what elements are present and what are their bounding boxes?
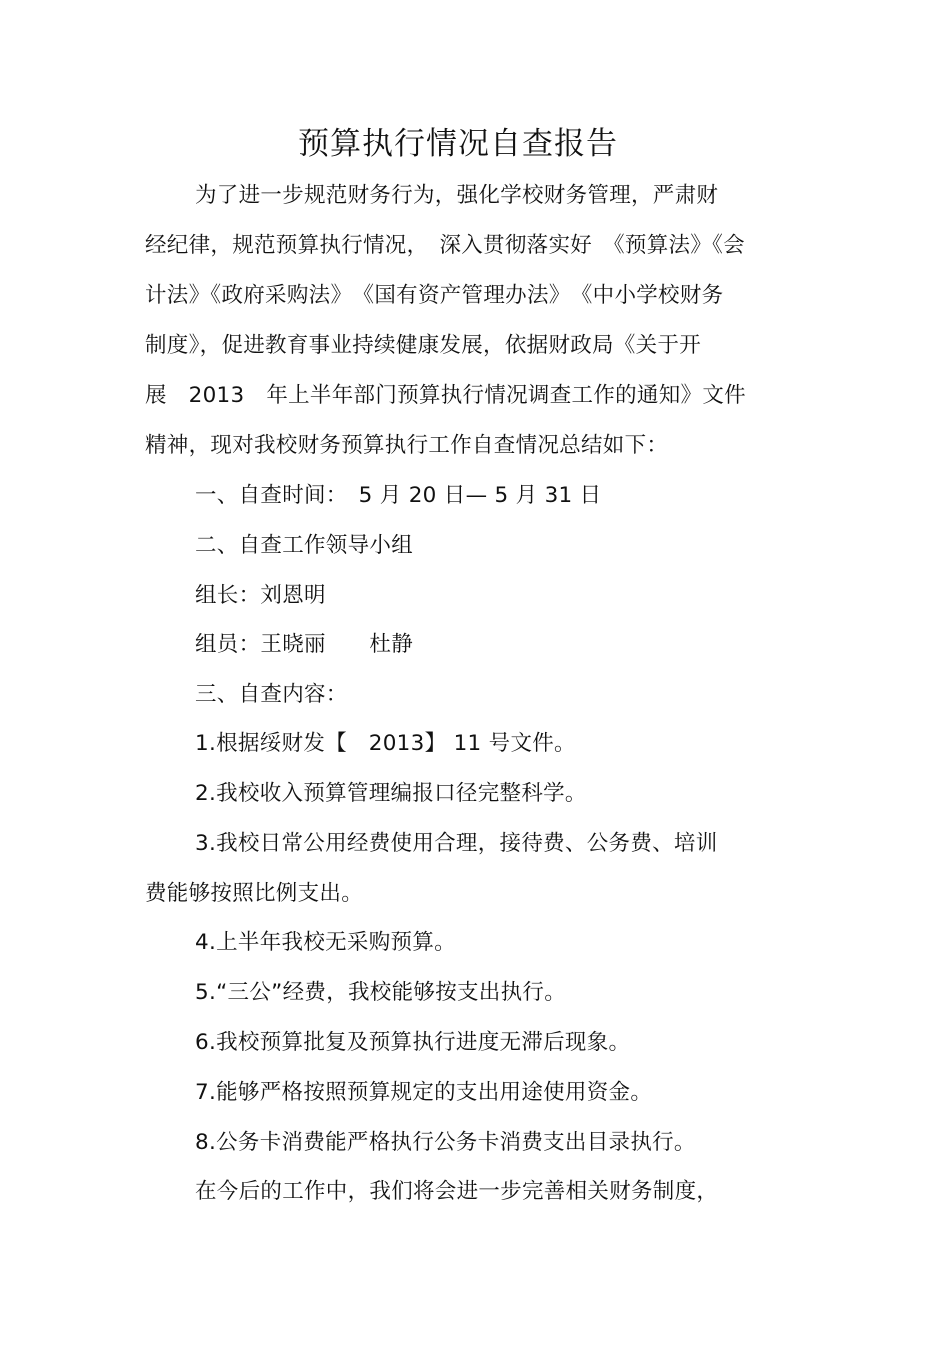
list-item: 4.上半年我校无采购预算。 [195,930,456,955]
list-item: 8.公务卡消费能严格执行公务卡消费支出目录执行。 [195,1130,696,1155]
closing-paragraph-line: 在今后的工作中，我们将会进一步完善相关财务制度， [195,1179,719,1204]
section-heading-group: 二、自查工作领导小组 [195,533,414,558]
list-item: 6.我校预算批复及预算执行进度无滞后现象。 [195,1030,631,1055]
list-item: 5.“三公”经费，我校能够按支出执行。 [195,980,566,1005]
paragraph-line: 展 2013 年上半年部门预算执行情况调查工作的通知》文件 [145,383,746,408]
paragraph-line: 制度》，促进教育事业持续健康发展，依据财政局《关于开 [145,333,702,358]
list-item: 2.我校收入预算管理编报口径完整科学。 [195,781,587,806]
paragraph-line: 计法》《政府采购法》 《国有资产管理办法》 《中小学校财务 [145,283,724,308]
paragraph-line: 精神，现对我校财务预算执行工作自查情况总结如下： [145,433,669,458]
group-members-line: 组员：王晓丽 杜静 [195,632,414,657]
document-title: 预算执行情况自查报告 [298,126,618,162]
paragraph-line: 为了进一步规范财务行为，强化学校财务管理，严肃财 [195,183,719,208]
list-item: 3.我校日常公用经费使用合理，接待费、公务费、培训 [195,831,718,856]
list-item-continuation: 费能够按照比例支出。 [145,881,364,906]
list-item: 7.能够严格按照预算规定的支出用途使用资金。 [195,1080,653,1105]
list-item: 1.根据绥财发【 2013】 11 号文件。 [195,731,576,756]
group-leader-line: 组长：刘恩明 [195,583,326,608]
section-heading-time: 一、自查时间： 5 月 20 日— 5 月 31 日 [195,483,602,508]
section-heading-content: 三、自查内容： [195,682,348,707]
paragraph-line: 经纪律，规范预算执行情况， 深入贯彻落实好 《预算法》《会 [145,233,745,258]
